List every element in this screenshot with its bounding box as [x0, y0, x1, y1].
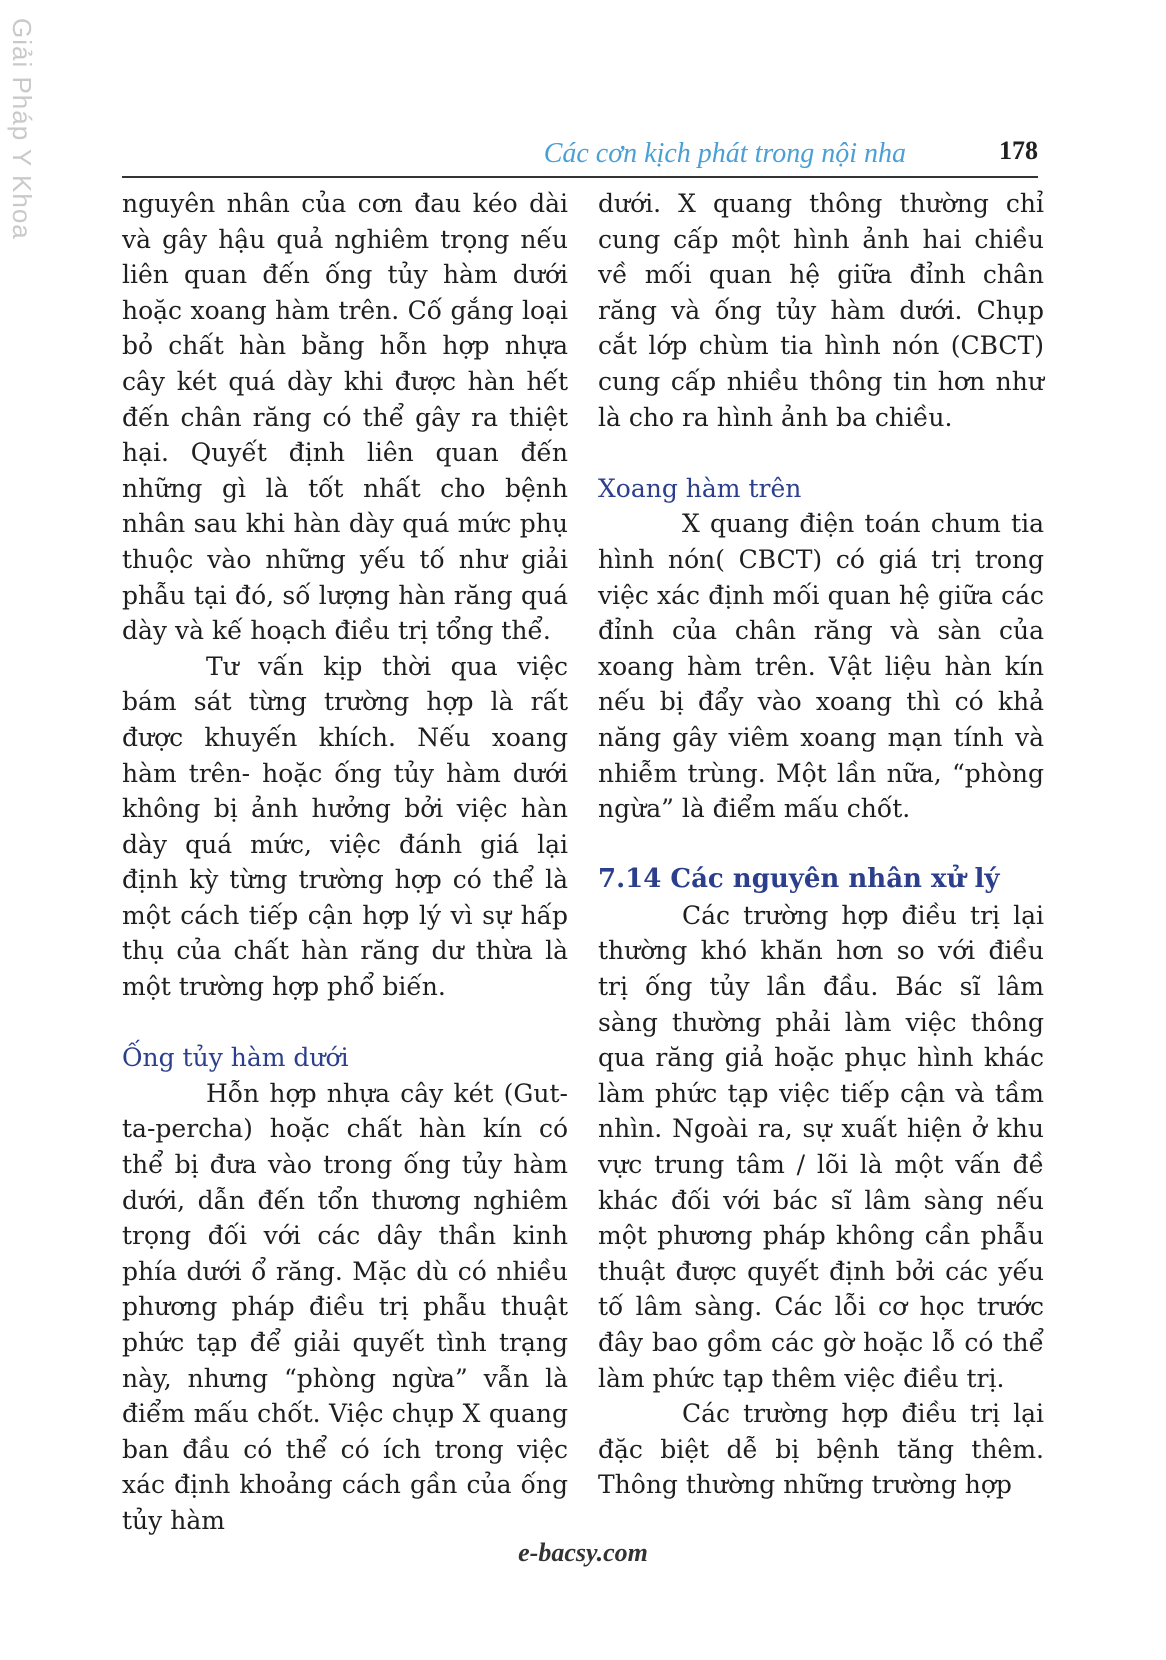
page-header	[122, 136, 1038, 176]
paragraph: Các trường hợp điều trị lại đặc biệt dễ bị bệnh tăng thêm. Thông thường những trường hợp	[598, 1399, 1044, 1500]
spacer	[598, 827, 1044, 863]
page-number: 178	[999, 136, 1038, 165]
running-title: Các cơn kịch phát trong nội nha	[543, 138, 906, 169]
paragraph: X quang điện toán chum tia hình nón( CBCT) có giá trị trong việc xác định mối quan hệ giữa các đỉnh của chân răng và sàn của xoang hàm trên. Vật liệu hàn kín nếu bị đẩy vào xoang thì có khả năng gây viêm xoang mạn tính và nhiễm trùng. Một lần nữa, “phòng ngừa” là điểm mấu chốt.	[598, 509, 1044, 824]
paragraph: Hỗn hợp nhựa cây két (Gut-ta-percha) hoặc chất hàn kín có thể bị đưa vào trong ống tủy hàm dưới, dẫn đến tổn thương nghiêm trọng đối với các dây thần kinh phía dưới ổ răng. Mặc dù có nhiều phương pháp điều trị phẫu thuật phức tạp để giải quyết tình trạng này, nhưng “phòng ngừa” vẫn là điểm mấu chốt. Việc chụp X quang ban đầu có thể có ích trong việc xác định khoảng cách gần của ống tủy hàm	[122, 1078, 568, 1535]
paragraph: dưới. X quang thông thường chỉ cung cấp một hình ảnh hai chiều về mối quan hệ giữa đỉnh chân răng và ống tủy hàm dưới. Chụp cắt lớp chùm tia hình nón (CBCT) cung cấp nhiều thông tin hơn như là cho ra hình ảnh ba chiều.	[598, 189, 1044, 432]
subheading-mandibular-canal: Ống tủy hàm dưới	[122, 1043, 349, 1073]
side-watermark: Giải Pháp Y Khoa	[7, 18, 37, 240]
subheading-maxillary-sinus: Xoang hàm trên	[598, 473, 802, 503]
paragraph: nguyên nhân của cơn đau kéo dài và gây hậu quả nghiêm trọng nếu liên quan đến ống tủy hàm dưới hoặc xoang hàm trên. Cố gắng loại bỏ chất hàn bằng hỗn hợp nhựa cây két quá dày khi được hàn hết đến chân răng có thể gây ra thiệt hại. Quyết định liên quan đến những gì là tốt nhất cho bệnh nhân sau khi hàn dày quá mức phụ thuộc vào những yếu tố như giải phẫu tại đó, số lượng hàn răng quá dày và kế hoạch điều trị tổng thể.	[122, 189, 568, 646]
section-heading: 7.14 Các nguyên nhân xử lý	[598, 864, 1000, 895]
left-column	[122, 186, 568, 1539]
spacer	[598, 435, 1044, 471]
paragraph: Các trường hợp điều trị lại thường khó khăn hơn so với điều trị ống tủy lần đầu. Bác sĩ lâm sàng thường phải làm việc thông qua răng giả hoặc phục hình khác làm phức tạp việc tiếp cận và tầm nhìn. Ngoài ra, sự xuất hiện ở khu vực trung tâm / lõi là một vấn đề khác đối với bác sĩ lâm sàng nếu một phương pháp không cần phẫu thuật được quyết định bởi các yếu tố lâm sàng. Các lỗi cơ học trước đây bao gồm các gờ hoặc lỗ có thể làm phức tạp thêm việc điều trị.	[598, 900, 1044, 1393]
header-rule	[122, 176, 1038, 178]
footer-site: e-bacsy.com	[518, 1538, 648, 1567]
right-column	[598, 186, 1044, 1503]
spacer	[122, 1005, 568, 1041]
paragraph: Tư vấn kịp thời qua việc bám sát từng trường hợp là rất được khuyến khích. Nếu xoang hàm trên- hoặc ống tủy hàm dưới không bị ảnh hưởng bởi việc hàn dày quá mức, việc đánh giá lại định kỳ từng trường hợp có thể là một cách tiếp cận hợp lý vì sự hấp thụ của chất hàn răng dư thừa là một trường hợp phổ biến.	[122, 651, 568, 1002]
